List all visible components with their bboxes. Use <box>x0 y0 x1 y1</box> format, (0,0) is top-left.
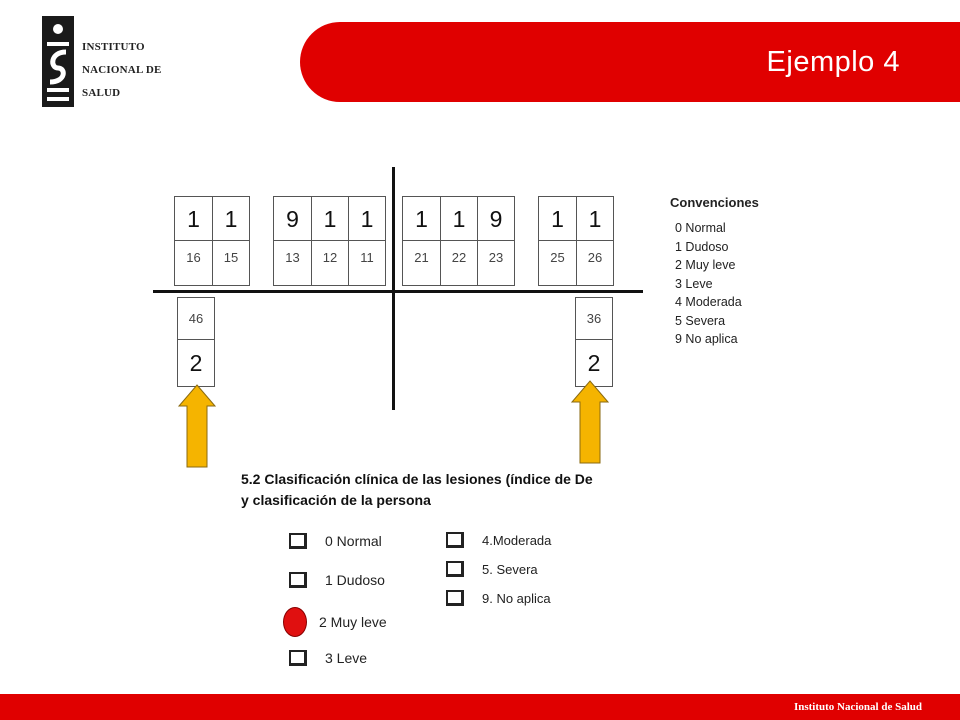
tooth-number: 26 <box>587 250 603 265</box>
up-arrow-icon <box>571 380 609 464</box>
logo-line-1: INSTITUTO <box>82 41 145 53</box>
option-label: 9. No aplica <box>482 590 551 606</box>
selected-marker-icon[interactable] <box>283 607 307 637</box>
legend-item: 2 Muy leve <box>675 258 736 272</box>
tooth-number: 15 <box>223 250 239 265</box>
legend-item: 0 Normal <box>675 221 726 235</box>
option-9-no-aplica[interactable] <box>446 590 551 606</box>
option-label: 2 Muy leve <box>319 614 387 630</box>
logo-line-3: SALUD <box>82 87 121 99</box>
tooth-number: 25 <box>550 250 565 265</box>
option-label: 3 Leve <box>325 650 368 666</box>
checkbox-icon[interactable] <box>446 532 464 548</box>
tooth-value: 1 <box>403 197 440 241</box>
tooth-number: 23 <box>488 250 504 265</box>
tooth-cell <box>348 197 385 285</box>
checkbox-icon[interactable] <box>289 650 307 666</box>
tooth-value: 9 <box>274 197 311 241</box>
tooth-number: 13 <box>285 250 300 265</box>
logo-line-2: NACIONAL DE <box>82 64 162 76</box>
option-3-leve[interactable] <box>289 650 367 666</box>
legend-item: 3 Leve <box>675 276 713 291</box>
tooth-number: 16 <box>186 250 201 265</box>
tooth-group-upper-left-posterior <box>538 196 614 286</box>
tooth-number: 12 <box>322 250 338 265</box>
legend-item: 4 Moderada <box>675 295 742 309</box>
tooth-value: 9 <box>478 197 514 241</box>
option-4-moderada[interactable] <box>446 532 551 548</box>
tooth-cell <box>403 197 440 285</box>
option-1-dudoso[interactable] <box>289 572 385 588</box>
classification-heading-line-1: 5.2 Clasificación clínica de las lesiones (índice de De <box>241 471 593 487</box>
footer-bar <box>0 694 960 720</box>
option-5-severa[interactable] <box>446 561 538 577</box>
tooth-number: 22 <box>451 250 467 265</box>
tooth-lower-left-36 <box>575 297 613 387</box>
tooth-value: 2 <box>189 350 203 376</box>
tooth-cell <box>440 197 477 285</box>
tooth-value: 2 <box>587 350 601 376</box>
conventions-legend <box>670 195 759 349</box>
tooth-cell <box>212 197 249 285</box>
tooth-cell <box>539 197 576 285</box>
odontogram-horizontal-axis <box>153 290 643 293</box>
legend-item: 5 Severa <box>675 313 726 328</box>
option-label: 1 Dudoso <box>325 572 385 588</box>
tooth-cell <box>477 197 514 285</box>
option-0-normal[interactable] <box>289 533 382 549</box>
page-title: Ejemplo 4 <box>766 46 900 78</box>
footer-text: Instituto Nacional de Salud <box>793 701 922 713</box>
legend-title: Convenciones <box>670 195 759 210</box>
tooth-value: 1 <box>441 197 477 241</box>
checkbox-icon[interactable] <box>289 572 307 588</box>
up-arrow-icon <box>178 384 216 468</box>
checkbox-icon[interactable] <box>446 561 464 577</box>
option-label: 5. Severa <box>482 561 538 577</box>
classification-heading <box>241 469 643 511</box>
option-2-muy-leve-selected[interactable] <box>286 607 387 637</box>
tooth-group-upper-right-posterior <box>174 196 250 286</box>
tooth-cell <box>274 197 311 285</box>
tooth-value: 1 <box>577 197 613 241</box>
legend-item: 9 No aplica <box>675 332 738 346</box>
tooth-number: 11 <box>360 250 374 265</box>
checkbox-icon[interactable] <box>446 590 464 606</box>
tooth-cell <box>576 197 613 285</box>
tooth-group-upper-right-anterior <box>273 196 386 286</box>
odontogram-vertical-axis <box>392 167 395 410</box>
legend-item: 1 Dudoso <box>675 239 729 254</box>
tooth-number: 46 <box>178 298 214 340</box>
tooth-lower-right-46 <box>177 297 215 387</box>
checkbox-icon[interactable] <box>289 533 307 549</box>
tooth-value: 1 <box>539 197 576 241</box>
tooth-value: 1 <box>349 197 385 241</box>
classification-heading-line-2: y clasificación de la persona <box>241 492 431 508</box>
tooth-number: 36 <box>576 298 612 340</box>
tooth-cell <box>175 197 212 285</box>
tooth-number: 21 <box>414 250 429 265</box>
tooth-value: 1 <box>175 197 212 241</box>
tooth-value: 1 <box>312 197 348 241</box>
option-label: 4.Moderada <box>482 532 552 548</box>
tooth-group-upper-left-anterior <box>402 196 515 286</box>
tooth-value: 1 <box>213 197 249 241</box>
option-label: 0 Normal <box>325 533 382 549</box>
tooth-cell <box>311 197 348 285</box>
